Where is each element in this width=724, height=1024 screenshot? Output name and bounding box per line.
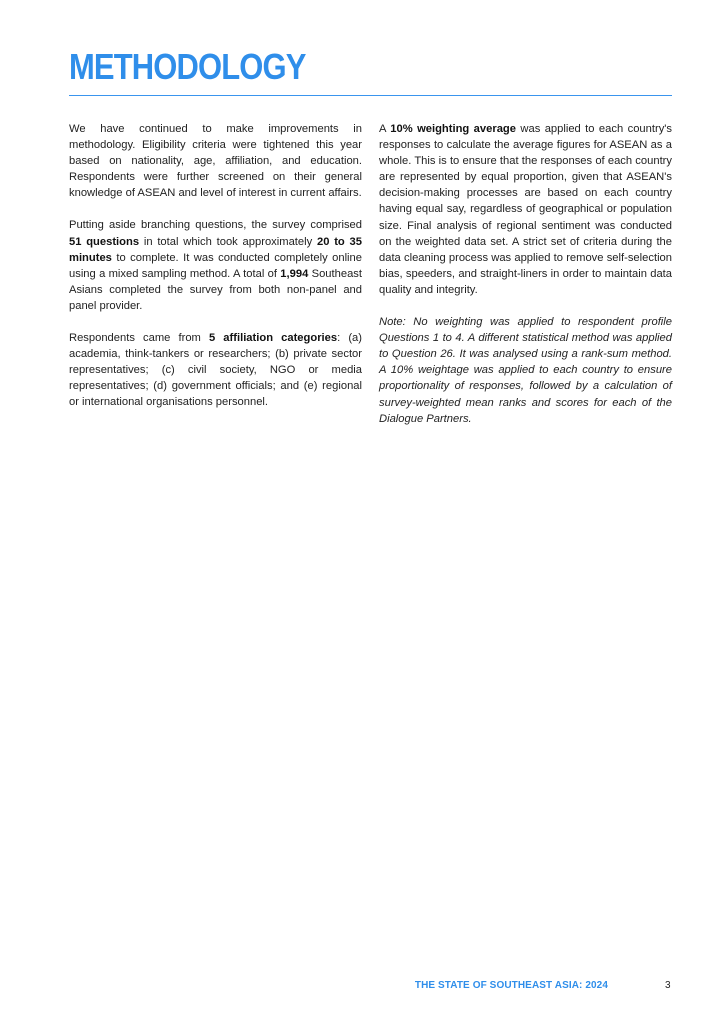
intro-paragraph: We have continued to make improvements in methodology. Eligibility criteria were tightened this year based on nationality, age, affiliation, and education. Respondents were further screened on their general knowledge of ASEAN and level of interest in current affairs. [69,123,362,200]
title-divider [69,95,672,96]
text-run: Putting aside branching questions, the survey comprised [69,219,362,232]
page-number: 3 [665,980,671,991]
text-run: A [379,123,391,135]
text-run: Southeast Asians completed the survey from both non-panel and panel provider. [69,267,363,312]
weighting-paragraph [379,121,672,298]
affiliation-count: 5 affiliation categories [208,332,338,345]
right-column [379,121,672,443]
weighting-average: 10% weighting average [390,123,516,135]
page-title: METHODOLOGY [69,46,306,87]
note-paragraph: Note: No weighting was applied to respondent profile Questions 1 to 4. A different statistical method was applied to Question 26. It was analysed using a rank-sum method. A 10% weightage was applied to each country to ensure proportionality of responses, followed by a calculation of survey-weighted mean ranks and scores for each of the Dialogue Partners. [379,316,672,425]
respondent-total: 1,994 [280,267,309,280]
survey-paragraph [69,217,362,314]
text-run: to complete. It was conducted completely online using a mixed sampling method. A total of [69,251,362,280]
text-run: was applied to each country's responses to calculate the average figures for ASEAN as a whole. This is to ensure that the responses of each country are represented by equal proportion, given that ASEAN's decision-making processes are based on each country having equal say, regardless of geographical or population size. Final analysis of regional sentiment was conducted on the weighted data set. A strict set of criteria during the data cleaning process was applied to remove self-selection bias, speeders, and straight-liners in order to maintain data quality and integrity. [379,123,673,296]
left-column [69,121,362,427]
duration: 20 to 35 minutes [69,235,362,264]
footer-report-title: THE STATE OF SOUTHEAST ASIA: 2024 [414,980,608,991]
text-run: : (a) academia, think-tankers or researchers; (b) private sector representatives; (c) civil society, NGO or media representatives; (d) government officials; and (e) regional or international organisations personnel. [69,332,362,409]
question-count: 51 questions [69,235,140,248]
text-run: Respondents came from [69,332,209,345]
text-run: in total which took approximately [139,235,317,248]
affiliation-paragraph [69,330,362,410]
